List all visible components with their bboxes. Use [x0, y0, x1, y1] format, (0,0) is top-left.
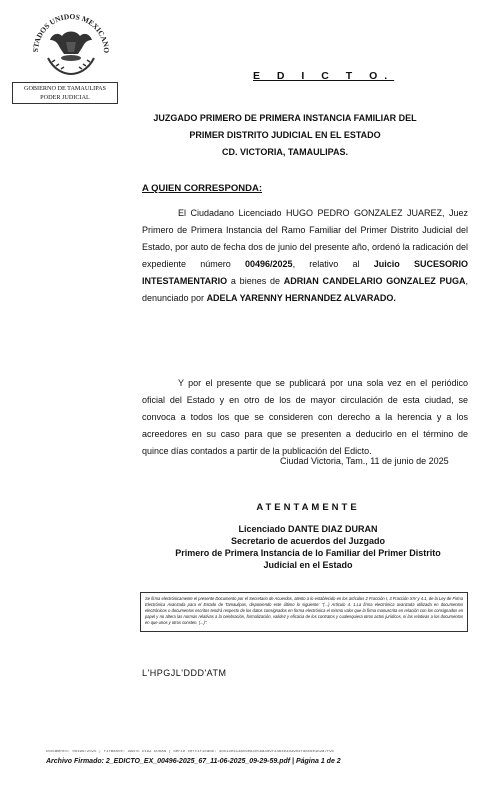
coat-of-arms-seal	[30, 8, 112, 80]
greeting: A QUIEN CORRESPONDA:	[142, 183, 262, 194]
gov-line-2: PODER JUDICIAL	[40, 94, 90, 101]
attentively-label: ATENTAMENTE	[256, 502, 360, 513]
signer-court-line-1: Primero de Primera Instancia de lo Familiar del Primer Distrito	[175, 548, 441, 558]
claimant-name: ADELA YARENNY HERNANDEZ ALVARADO.	[206, 293, 396, 303]
case-type: Juicio SUCESORIO INTESTAMENTARIO	[142, 259, 468, 286]
p1-text-2: , relativo al	[292, 259, 374, 269]
government-label-box	[12, 82, 118, 104]
case-number: 00496/2025	[245, 259, 293, 269]
paragraph-2: Y por el presente que se publicará por una sola vez en el periódico oficial del Estado y en otro de los de mayor circulación de esta ciudad, se convoca a todos los que se consideren con derecho a la herencia y a los acreedores en su caso para que se presenten a deducirlo en el término de quince días contados a partir de la publicación del Edicto.	[142, 378, 468, 456]
document-title: E D I C T O.	[253, 70, 395, 82]
electronic-signature-notice: Se firma electrónicamente el presente Documento por el Secretario de Acuerdos, atento a lo establecido en los artículos 2 Fracción I, 3 Fracción XIV y 4.1, de la Ley de Firma Electrónica Avanzada para el Estado de Tamaulipas, disponiendo este último lo siguiente: "(...) Artículo 4. 1.La firma electrónica avanzada utilizada en documentos electrónicos o documentos escritos tendrá respecto de los datos consignados en forma electrónica el mismo valor que la firma manuscrita en relación con los consignados en papel y no altera las normas relativas a la celebración, formalización, validez y eficacia de los contratos y cualesquiera otros actos jurídicos, ni las relativas a los documentos en que unos y otros consten. (...)".	[140, 592, 468, 632]
court-heading	[120, 110, 450, 161]
city-date: Ciudad Victoria, Tam., 11 de junio de 2025	[280, 456, 449, 466]
p1-text-4: , denunciado por	[142, 276, 469, 303]
court-line-3: CD. VICTORIA, TAMAULIPAS.	[222, 147, 348, 157]
p1-text-1: El Ciudadano Licenciado HUGO PEDRO GONZALEZ JUAREZ, Juez Primero de Primera Instancia del Ramo Familiar del Primer Distrito Judicial del Estado, por auto de fecha dos de junio del presente año, ordenó la radicación del expediente número	[142, 208, 468, 269]
signer-role: Secretario de acuerdos del Juzgado	[230, 536, 386, 546]
signer-name: Licenciado DANTE DIAZ DURAN	[238, 524, 378, 534]
closing-block	[150, 502, 466, 571]
file-footer: Archivo Firmado: 2_EDICTO_EX_00496-2025_67_11-06-2025_09-29-59.pdf | Página 1 de 2	[46, 758, 341, 765]
deceased-name: ADRIAN CANDELARIO GONZALEZ PUGA	[283, 276, 466, 286]
paragraph-1	[142, 205, 468, 307]
p1-text-3: a bienes de	[227, 276, 284, 286]
certificate-hash-line: Documento: 00496/2025 | Firmante: DANTE DIAZ DURAN | Serie certificado: 4d514e413ac6e84c5ba3d9f34b4e3d3904fd8c6e1b2a7f9c	[46, 750, 335, 754]
court-line-1: JUZGADO PRIMERO DE PRIMERA INSTANCIA FAMILIAR DEL	[153, 113, 417, 123]
court-line-2: PRIMER DISTRITO JUDICIAL EN EL ESTADO	[189, 130, 381, 140]
typist-initials: L'HPGJL'DDD'ATM	[142, 668, 227, 678]
gov-line-1: GOBIERNO DE TAMAULIPAS	[23, 85, 106, 92]
signer-court-line-2: Judicial en el Estado	[263, 560, 353, 570]
seal-text: STADOS UNIDOS MEXICANO	[30, 11, 112, 54]
